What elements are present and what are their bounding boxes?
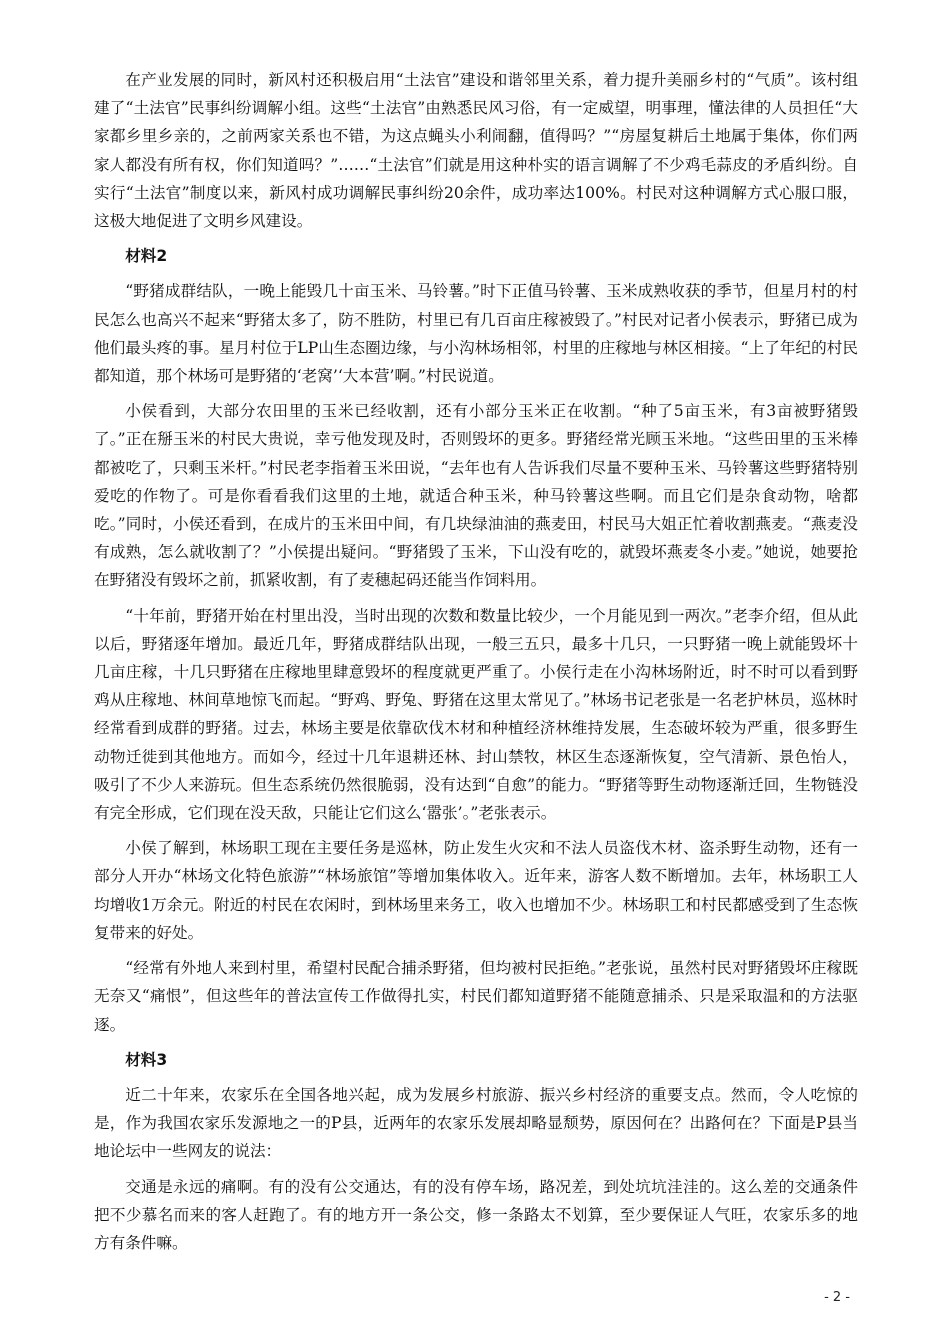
paragraph-farmhouse-intro: 近二十年来，农家乐在全国各地兴起，成为发展乡村旅游、振兴乡村经济的重要支点。然而，令人吃惊的是，作为我国农家乐发源地之一的P县，近两年的农家乐发展却略显颓势，原因何在？出路何在？下面是P县当地论坛中一些网友的说法： (94, 1085, 858, 1161)
paragraph-forest-tourism: 小侯了解到，林场职工现在主要任务是巡林，防止发生火灾和不法人员盗伐木材、盗杀野生动物，还有一部分人开办“林场文化特色旅游”“林场旅馆”等增加集体收入。近年来，游客人数不断增加。去年，林场职工人均增收1万余元。附近的村民在农闲时，到林场里来务工，收入也增加不少。林场职工和村民都感受到了生态恢复带来的好处。 (94, 839, 858, 942)
paragraph-traffic-comment: 交通是永远的痛啊。有的没有公交通达，有的没有停车场，路况差，到处坑坑洼洼的。这么差的交通条件把不少慕名而来的客人赶跑了。有的地方开一条公交，修一条路太不划算，至少要保证人气旺，农家乐多的地方有条件嘛。 (94, 1177, 858, 1252)
document-body (94, 66, 858, 1264)
page-number: - 2 - (824, 1290, 850, 1305)
section-heading-material-2: 材料2 (125, 247, 168, 266)
paragraph-wild-boar-intro: “野猪成群结队，一晚上能毁几十亩玉米、马铃薯。”时下正值马铃薯、玉米成熟收获的季节，但星月村的村民怎么也高兴不起来“野猪太多了，防不胜防，村里已有几百亩庄稼被毁了。”村民对记者小侯表示，野猪已成为他们最头疼的事。星月村位于LP山生态圈边缘，与小沟林场相邻，村里的庄稼地与林区相接。“上了年纪的村民都知道，那个林场可是野猪的‘老窝’‘大本营’啊。”村民说道。 (94, 282, 858, 386)
section-heading-material-3: 材料3 (125, 1050, 168, 1069)
paragraph-tufaguan: 在产业发展的同时，新风村还积极启用“土法官”建设和谐邻里关系，着力提升美丽乡村的“气质”。该村组建了“土法官”民事纠纷调解小组。这些“土法官”由熟悉民风习俗，有一定威望，明事理，懂法律的人员担任“大家都乡里乡亲的，之前两家关系也不错，为这点蝇头小利闹翻，值得吗？”“房屋复耕后土地属于集体，你们两家人都没有所有权，你们知道吗？”……“土法官”们就是用这种朴实的语言调解了不少鸡毛蒜皮的矛盾纠纷。自实行“土法官”制度以来，新风村成功调解民事纠纷20余件，成功率达100%。村民对这种调解方式心服口服，这极大地促进了文明乡风建设。 (94, 71, 858, 231)
paragraph-corn-harvest: 小侯看到，大部分农田里的玉米已经收割，还有小部分玉米正在收割。“种了5亩玉米，有3亩被野猪毁了。”正在掰玉米的村民大贵说，幸亏他发现及时，否则毁坏的更多。野猪经常光顾玉米地。“这些田里的玉米棒都被吃了，只剩玉米杆。”村民老李指着玉米田说，“去年也有人告诉我们尽量不要种玉米、马铃薯这些野猪特别爱吃的作物了。可是你看看我们这里的土地，就适合种玉米，种马铃薯这些啊。而且它们是杂食动物，啥都吃。”同时，小侯还看到，在成片的玉米田中间，有几块绿油油的燕麦田，村民马大姐正忙着收割燕麦。“燕麦没有成熟，怎么就收割了？”小侯提出疑问。“野猪毁了玉米，下山没有吃的，就毁坏燕麦冬小麦。”她说，她要抢在野猪没有毁坏之前，抓紧收割，有了麦穗起码还能当作饲料用。 (94, 402, 858, 590)
paragraph-forest-ecology: “十年前，野猪开始在村里出没，当时出现的次数和数量比较少，一个月能见到一两次。”老李介绍，但从此以后，野猪逐年增加。最近几年，野猪成群结队出现，一般三五只，最多十几只，一只野猪一晚上就能毁坏十几亩庄稼，十几只野猪在庄稼地里肆意毁坏的程度就更严重了。小侯行走在小沟林场附近，时不时可以看到野鸡从庄稼地、林间草地惊飞而起。“野鸡、野兔、野猪在这里太常见了。”林场书记老张是一名老护林员，巡林时经常看到成群的野猪。过去，林场主要是依靠砍伐木材和种植经济林维持发展，生态破坏较为严重，很多野生动物迁徙到其他地方。而如今，经过十几年退耕还林、封山禁牧，林区生态逐渐恢复，空气清新、景色怡人，吸引了不少人来游玩。但生态系统仍然很脆弱，没有达到“自愈”的能力。“野猪等野生动物逐渐迁回，生物链没有完全形成，它们现在没天敌，只能让它们这么‘嚣张’。”老张表示。 (94, 606, 858, 823)
paragraph-law-education: “经常有外地人来到村里，希望村民配合捕杀野猪，但均被村民拒绝。”老张说，虽然村民对野猪毁坏庄稼既无奈又“痛恨”，但这些年的普法宣传工作做得扎实，村民们都知道野猪不能随意捕杀、只是采取温和的方法驱逐。 (94, 959, 858, 1034)
